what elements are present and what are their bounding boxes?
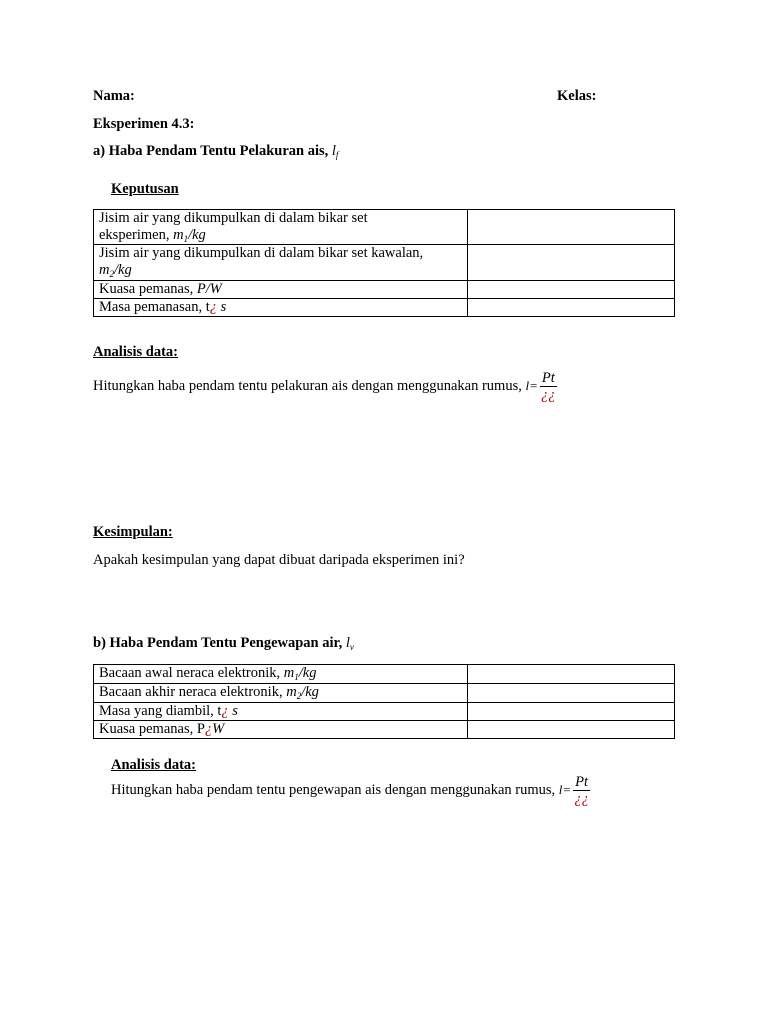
name-label: Nama: [93, 88, 135, 104]
table-cell-value[interactable] [468, 684, 675, 703]
table-cell-label [94, 703, 468, 721]
table-row [94, 684, 675, 703]
row-label: Kuasa pemanas, [99, 281, 194, 297]
analysis-text-a: Hitungkan haba pendam tentu pelakuran ais dengan menggunakan rumus, [93, 377, 522, 394]
table-cell-label [94, 684, 468, 703]
table-row [94, 703, 675, 721]
unit-text: P/W [196, 281, 222, 297]
table-cell-value[interactable] [468, 665, 675, 684]
table-cell-label [94, 299, 468, 317]
formula-denominator: ¿¿ [541, 387, 556, 403]
formula-denominator: ¿¿ [574, 791, 589, 807]
part-b-symbol: l [345, 635, 350, 651]
results-table-b [93, 664, 675, 739]
unit-sub: 2 [109, 269, 114, 279]
part-b-symbol-sub: v [349, 642, 354, 652]
formula-fraction-a [540, 370, 557, 403]
table-cell-label [94, 210, 468, 245]
unit-symbol: m [173, 227, 184, 243]
unit-text: s [232, 703, 238, 719]
row-label: Masa yang diambil, t [99, 703, 222, 719]
unit-error-glyph: ¿ [204, 721, 213, 737]
formula-lhs-a: l= [525, 377, 538, 393]
table-cell-label [94, 281, 468, 299]
unit-sub: 1 [183, 234, 189, 244]
row-label-line2: eksperimen, [99, 227, 170, 243]
unit-symbol: m [283, 665, 295, 681]
unit-text: s [220, 299, 227, 315]
formula-fraction-b [573, 774, 590, 807]
analysis-heading-a: Analisis data: [93, 344, 179, 360]
formula-numerator: Pt [575, 774, 589, 790]
row-label: Bacaan akhir neraca elektronik, [99, 684, 283, 700]
class-label: Kelas: [557, 88, 597, 104]
table-row [94, 210, 675, 245]
unit-error-glyph: ¿ [209, 299, 217, 315]
unit-rest: /kg [113, 262, 132, 278]
table-cell-value[interactable] [468, 703, 675, 721]
table-cell-label [94, 665, 468, 684]
formula-numerator: Pt [541, 370, 555, 386]
part-b-title-text: b) Haba Pendam Tentu Pengewapan air, [93, 635, 343, 651]
part-a-symbol-sub: f [335, 150, 339, 160]
unit-sub: 2 [296, 691, 302, 701]
unit-rest: /kg [298, 665, 317, 681]
analysis-heading-b: Analisis data: [111, 757, 197, 773]
conclusion-heading: Kesimpulan: [93, 524, 173, 540]
table-cell-value[interactable] [468, 210, 675, 245]
table-row [94, 665, 675, 684]
table-row [94, 299, 675, 317]
table-row [94, 245, 675, 281]
table-cell-value[interactable] [468, 721, 675, 739]
row-label: Bacaan awal neraca elektronik, [99, 665, 281, 681]
unit-rest: /kg [188, 227, 206, 243]
unit-error-glyph: ¿ [221, 703, 229, 719]
part-a-title-text: a) Haba Pendam Tentu Pelakuran ais, [93, 143, 329, 159]
analysis-line-b [111, 774, 590, 807]
results-table-a [93, 209, 675, 317]
table-cell-value[interactable] [468, 281, 675, 299]
row-label-line1: Jisim air yang dikumpulkan di dalam bikar set [99, 210, 368, 226]
unit-sub: 1 [294, 672, 299, 682]
unit-symbol: m [286, 684, 297, 700]
part-a-symbol: l [331, 143, 336, 159]
results-heading: Keputusan [111, 181, 179, 197]
table-cell-value[interactable] [468, 299, 675, 317]
experiment-title: Eksperimen 4.3: [93, 116, 195, 132]
row-label: Kuasa pemanas, P [99, 721, 205, 737]
row-label: Masa pemanasan, t [99, 299, 210, 315]
table-cell-label [94, 721, 468, 739]
part-b-title [93, 635, 354, 652]
part-a-title [93, 143, 338, 160]
table-row [94, 721, 675, 739]
row-label-line1: Jisim air yang dikumpulkan di dalam bikar set kawalan, [99, 245, 424, 261]
unit-text: W [212, 721, 225, 737]
conclusion-question: Apakah kesimpulan yang dapat dibuat daripada eksperimen ini? [93, 552, 465, 568]
table-cell-label [94, 245, 468, 281]
table-row [94, 281, 675, 299]
formula-lhs-b: l= [558, 781, 572, 797]
unit-rest: /kg [301, 684, 319, 700]
analysis-line-a [93, 370, 557, 403]
table-cell-value[interactable] [468, 245, 675, 281]
unit-symbol: m [99, 262, 110, 278]
analysis-text-b: Hitungkan haba pendam tentu pengewapan ais dengan menggunakan rumus, [111, 781, 556, 798]
